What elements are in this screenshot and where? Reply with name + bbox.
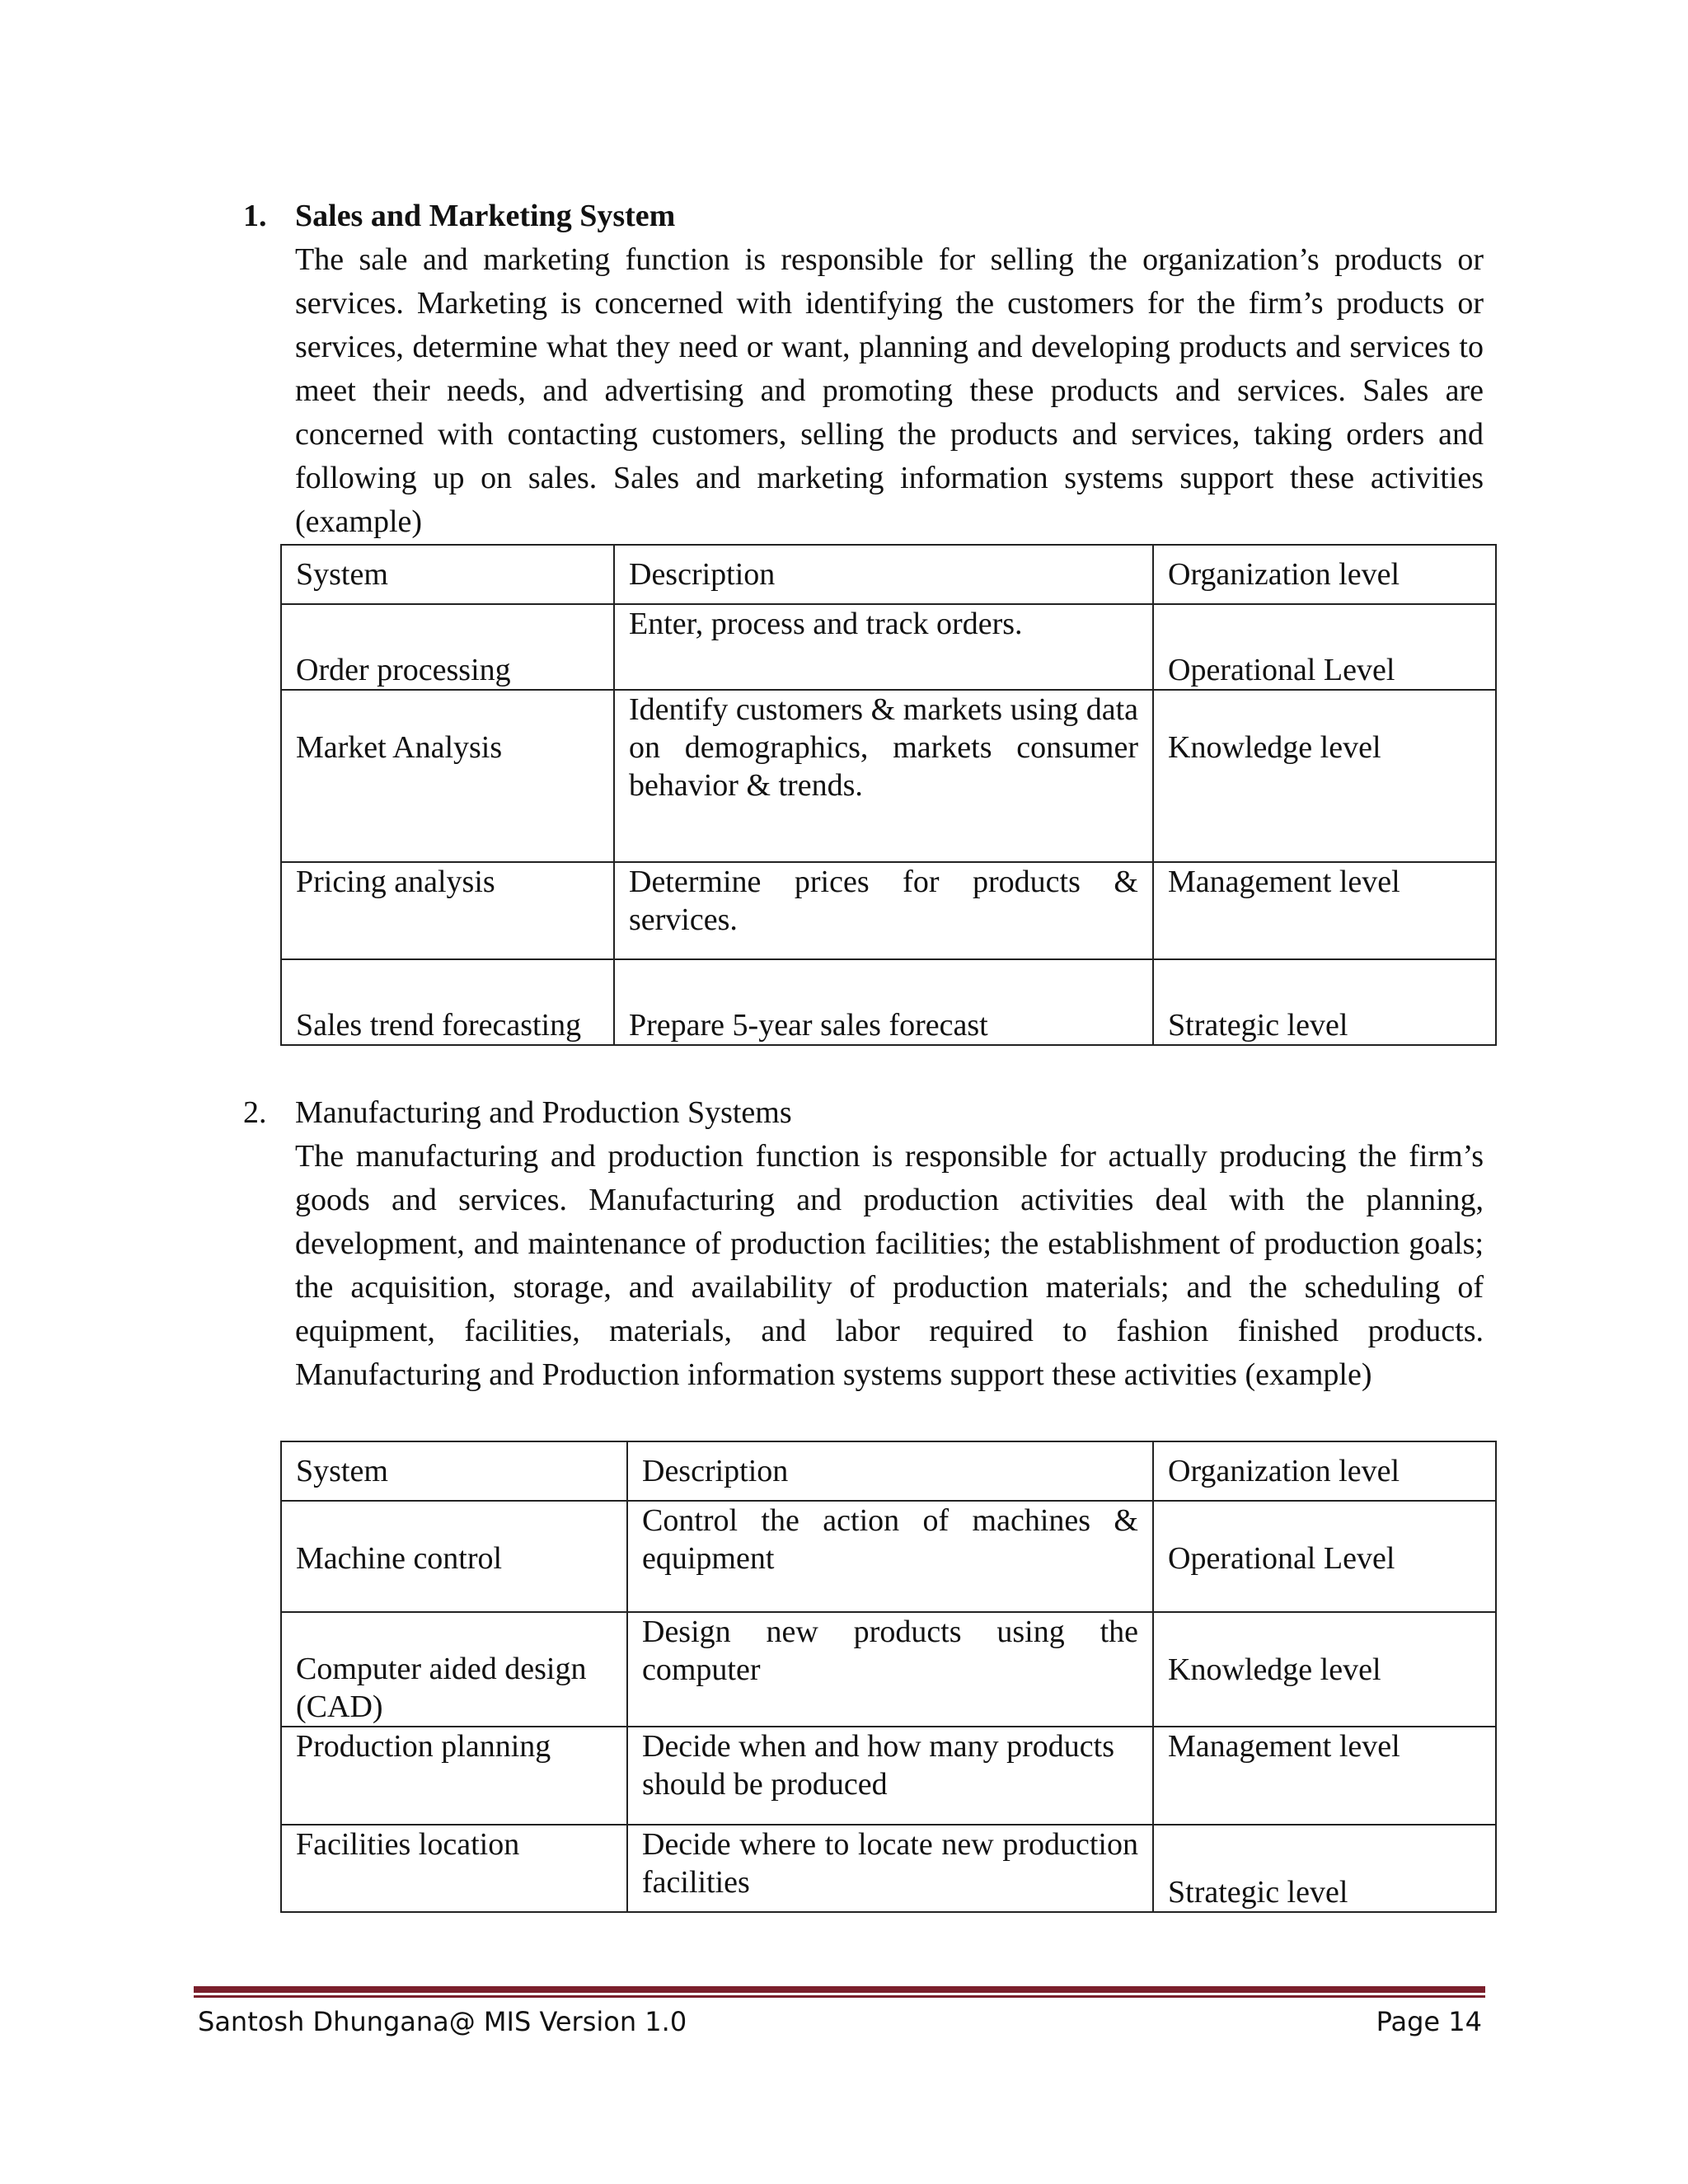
cell-description: Control the action of machines & equipment <box>627 1501 1153 1612</box>
cell-level: Knowledge level <box>1153 1612 1496 1727</box>
section-heading <box>243 1091 1484 1135</box>
cell-system: Order processing <box>281 604 614 690</box>
cell-system: Sales trend forecasting <box>281 959 614 1045</box>
table-row <box>281 1612 1496 1727</box>
header-description: Description <box>614 545 1153 604</box>
cell-level: Strategic level <box>1153 1825 1496 1912</box>
page-footer <box>198 2001 1482 2042</box>
section-title: Manufacturing and Production Systems <box>295 1095 792 1130</box>
table-row <box>281 1727 1496 1825</box>
cell-description: Decide when and how many products should be produced <box>627 1727 1153 1825</box>
table-row <box>281 959 1496 1045</box>
cell-description: Enter, process and track orders. <box>614 604 1153 690</box>
section-paragraph: The sale and marketing function is responsible for selling the organization’s products or services. Marketing is concerned with identifying the customers for the firm’s products or services, determine what they need or want, planning and developing products and services to meet their needs, and advertising and promoting these products and services. Sales are concerned with contacting customers, selling the products and services, taking orders and following up on sales. Sales and marketing information systems support these activities (example) <box>295 242 1484 539</box>
cell-description: Design new products using the computer <box>627 1612 1153 1727</box>
header-organization-level: Organization level <box>1153 545 1496 604</box>
cell-system: Machine control <box>281 1501 627 1612</box>
cell-system: Production planning <box>281 1727 627 1825</box>
footer-rule <box>194 1986 1485 1993</box>
table-row <box>281 862 1496 959</box>
header-organization-level: Organization level <box>1153 1441 1496 1501</box>
cell-system: Facilities location <box>281 1825 627 1912</box>
cell-system: Pricing analysis <box>281 862 614 959</box>
cell-description: Determine prices for products & services. <box>614 862 1153 959</box>
page-number: Page 14 <box>1376 2006 1482 2037</box>
cell-description: Decide where to locate new production facilities <box>627 1825 1153 1912</box>
cell-level: Operational Level <box>1153 1501 1496 1612</box>
table-row <box>281 604 1496 690</box>
section-title: Sales and Marketing System <box>295 199 676 233</box>
section-sales-marketing <box>243 194 1484 544</box>
table-row <box>281 1501 1496 1612</box>
section-number: 1. <box>243 199 267 233</box>
section-heading <box>243 194 1484 238</box>
table-row <box>281 1825 1496 1912</box>
cell-level: Management level <box>1153 862 1496 959</box>
table-row <box>281 690 1496 862</box>
footer-rule-thin <box>194 1995 1485 1998</box>
section-manufacturing-production <box>243 1091 1484 1397</box>
cell-system: Market Analysis <box>281 690 614 862</box>
cell-level: Strategic level <box>1153 959 1496 1045</box>
header-description: Description <box>627 1441 1153 1501</box>
cell-level: Management level <box>1153 1727 1496 1825</box>
table-header-row <box>281 1441 1496 1501</box>
section-number: 2. <box>243 1095 267 1130</box>
footer-author: Santosh Dhungana@ MIS Version 1.0 <box>198 2006 687 2037</box>
manufacturing-production-table <box>280 1441 1497 1913</box>
sales-marketing-table <box>280 544 1497 1046</box>
cell-level: Operational Level <box>1153 604 1496 690</box>
cell-level: Knowledge level <box>1153 690 1496 862</box>
header-system: System <box>281 1441 627 1501</box>
header-system: System <box>281 545 614 604</box>
cell-system: Computer aided design (CAD) <box>281 1612 627 1727</box>
table-header-row <box>281 545 1496 604</box>
section-paragraph: The manufacturing and production function is responsible for actually producing the firm’s goods and services. Manufacturing and production activities deal with the planning, development, and maintenance of production facilities; the establishment of production goals; the acquisition, storage, and availability of production materials; and the scheduling of equipment, facilities, materials, and labor required to fashion finished products. Manufacturing and Production information systems support these activities (example) <box>295 1139 1484 1392</box>
cell-description: Prepare 5-year sales forecast <box>614 959 1153 1045</box>
cell-description: Identify customers & markets using data on demographics, markets consumer behavior & trends. <box>614 690 1153 862</box>
